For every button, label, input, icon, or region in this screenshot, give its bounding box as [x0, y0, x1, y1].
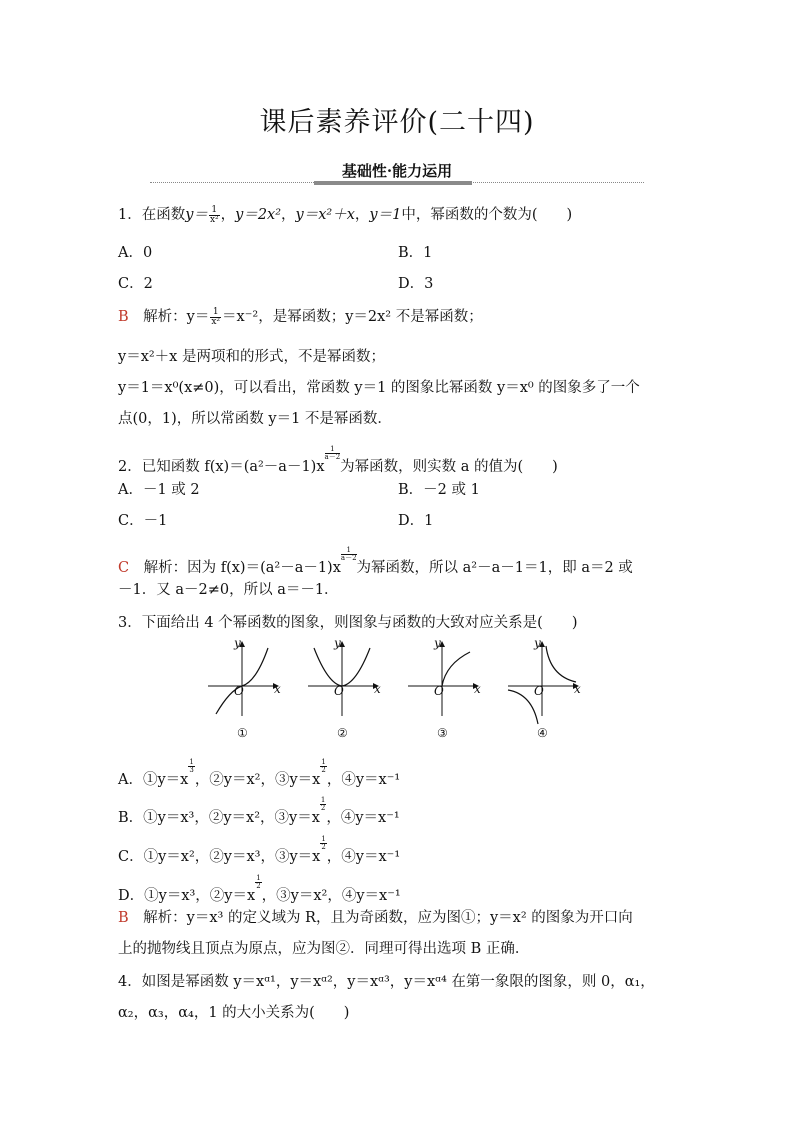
graph-1: [208, 642, 278, 716]
g1-x-label: x: [274, 682, 281, 696]
graph-4: [508, 642, 578, 724]
q1-answer: B: [118, 309, 129, 325]
q1-explanation-4: 点(0，1)，所以常函数 y＝1 不是幂函数．: [118, 411, 392, 427]
g3-x-label: x: [474, 682, 481, 696]
q2-answer: C: [118, 560, 130, 576]
q1-option-c: C．2: [118, 276, 153, 292]
g1-origin: O: [234, 684, 244, 698]
q1-explanation-1: B 解析：y＝ $\frac{1}{\text{x²}}$ ＝x⁻²，是幂函数；y＝2x² 不是幂函数；: [118, 306, 483, 327]
q1-explanation-3: y＝1＝x⁰(x≠0)，可以看出，常函数 y＝1 的图象比幂函数 y＝x⁰ 的图象多了一个: [118, 380, 640, 396]
q4-stem-2: α₂，α₃，α₄，1 的大小关系为( ): [118, 1005, 350, 1021]
page-title: 课后素养评价(二十四): [259, 107, 535, 138]
q1-stem: 1．在函数y＝ $\frac{1}{\text{x²}}$ ，y＝2x²，y＝x²＋x，y＝1中，幂函数的个数为( ): [118, 204, 573, 225]
g2-origin: O: [334, 684, 344, 698]
q3-graphs: [204, 638, 589, 747]
q1-option-a: A．0: [118, 245, 153, 261]
q2-explanation-2: －1．又 a－2≠0，所以 a＝－1．: [118, 582, 339, 598]
q3-option-a: A．①y＝x $\frac{1}{3}$ ，②y＝x²，③y＝x $\frac{1}{2}$ ，④y＝x⁻¹: [118, 758, 401, 788]
q3-explanation-1: B 解析：y＝x³ 的定义域为 R，且为奇函数，应为图①；y＝x² 的图象为开口向: [118, 910, 633, 926]
q3-option-c: C．①y＝x²，②y＝x³，③y＝x $\frac{1}{2}$ ，④y＝x⁻¹: [118, 835, 401, 865]
q3-option-b: B．①y＝x³，②y＝x²，③y＝x $\frac{1}{2}$ ，④y＝x⁻¹: [118, 796, 400, 826]
q3-answer: B: [118, 910, 129, 926]
g4-x-label: x: [574, 682, 581, 696]
g3-origin: O: [434, 684, 444, 698]
g4-origin: O: [534, 684, 544, 698]
q2-explanation-1: C 解析：因为 f(x)＝(a²－a－1)x $\frac{1}{a-2}$ 为幂函数，所以 a²－a－1＝1，即 a＝2 或: [118, 546, 633, 576]
q3-graph-figure: [204, 638, 589, 743]
g4-y-label: y: [534, 636, 541, 650]
graph-3: [408, 642, 478, 716]
section-underline: [314, 181, 472, 185]
q3-stem: 3．下面给出 4 个幂函数的图象，则图象与函数的大致对应关系是( ): [118, 615, 578, 631]
q2-option-a: A．－1 或 2: [118, 482, 200, 498]
g2-x-label: x: [374, 682, 381, 696]
q1-option-b: B．1: [398, 245, 433, 261]
g2-caption: ②: [337, 726, 348, 740]
section-heading: 基础性·能力运用: [341, 162, 453, 180]
g3-caption: ③: [437, 726, 448, 740]
g2-y-label: y: [334, 636, 341, 650]
q1-explanation-2: y＝x²＋x 是两项和的形式，不是幂函数；: [118, 349, 385, 365]
q2-option-c: C．－1: [118, 513, 168, 529]
g1-caption: ①: [237, 726, 248, 740]
g3-y-label: y: [434, 636, 441, 650]
g4-caption: ④: [537, 726, 548, 740]
q2-option-b: B．－2 或 1: [398, 482, 480, 498]
q4-stem-1: 4．如图是幂函数 y＝xᵅ¹，y＝xᵅ²，y＝xᵅ³，y＝xᵅ⁴ 在第一象限的图象，则 0，α₁，: [118, 974, 655, 990]
q3-explanation-2: 上的抛物线且顶点为原点，应为图②．同理可得出选项 B 正确．: [118, 941, 530, 957]
g1-y-label: y: [234, 636, 241, 650]
graph-2: [308, 642, 378, 716]
q2-option-d: D．1: [398, 513, 434, 529]
q3-option-d: D．①y＝x³，②y＝x $\frac{1}{2}$ ，③y＝x²，④y＝x⁻¹: [118, 874, 401, 904]
q2-stem: 2．已知函数 f(x)＝(a²－a－1)x $\frac{1}{a-2}$ 为幂函数，则实数 a 的值为( ): [118, 445, 558, 475]
q1-option-d: D．3: [398, 276, 434, 292]
